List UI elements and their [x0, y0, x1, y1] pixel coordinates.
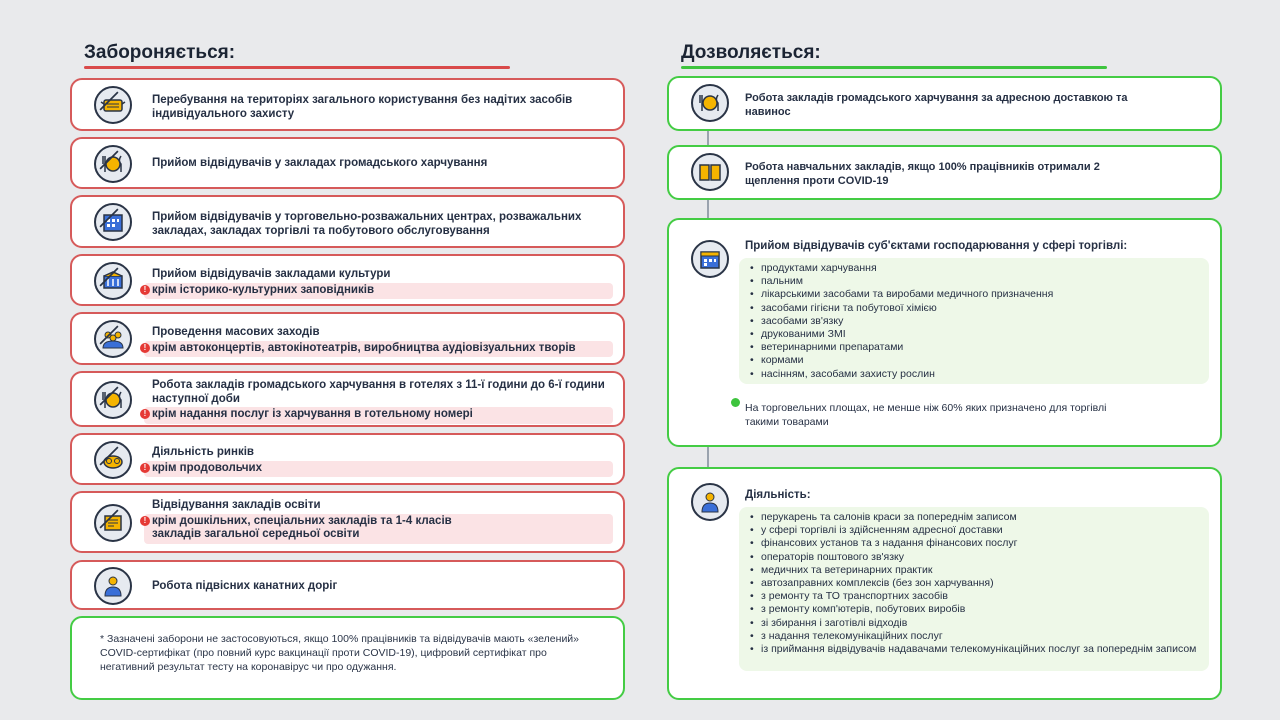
forbidden-item-text: Робота закладів громадського харчування в готелях з 11-ї години до 6-ї години наступної доби	[152, 379, 605, 405]
forbidden-item-text: Проведення масових заходів	[152, 326, 320, 338]
worker-icon	[691, 483, 729, 521]
forbidden-item	[70, 254, 625, 306]
exception-note: ! крім продовольчих	[144, 461, 613, 478]
list-item: • з надання телекомунікаційних послуг	[749, 630, 1199, 643]
list-item: • ветеринарними препаратами	[749, 341, 1199, 354]
forbidden-item	[70, 312, 625, 365]
exception-note: ! крім історико-культурних заповідників	[144, 283, 613, 300]
trade-heading: Прийом відвідувачів суб'єктами господарювання у сфері торгівлі:	[745, 240, 1128, 252]
activity-list	[749, 511, 1199, 656]
ppe-icon	[94, 86, 132, 124]
forbidden-item	[70, 491, 625, 553]
forbidden-item-text: Перебування на територіях загального користування без надітих засобів індивідуального захисту	[152, 94, 573, 120]
forbidden-item-text: Прийом відвідувачів у торговельно-розважальних центрах, розважальних закладах, закладах торгівлі та побутового обслуговування	[152, 211, 582, 237]
list-item: • автозаправних комплексів (без зон харчування)	[749, 577, 1199, 590]
activity-list-box	[739, 507, 1209, 671]
market-icon	[94, 441, 132, 479]
connector-line	[707, 199, 709, 219]
school-icon	[94, 504, 132, 542]
trade-note: На торговельних площах, не менше ніж 60% яких призначено для торгівлі такими товарами	[745, 402, 1107, 428]
crowd-icon	[94, 320, 132, 358]
forbidden-item-body	[152, 446, 613, 477]
exception-note-line: закладів загальної середньої освіти	[152, 528, 360, 540]
list-item: • перукарень та салонів краси за попереднім записом	[749, 511, 1199, 524]
forbidden-item	[70, 195, 625, 248]
list-item: • друкованими ЗМІ	[749, 328, 1199, 341]
forbidden-item	[70, 137, 625, 189]
forbidden-item-text: Прийом відвідувачів у закладах громадського харчування	[152, 157, 488, 169]
cable-car-icon	[94, 567, 132, 605]
list-item: • медичних та ветеринарних практик	[749, 564, 1199, 577]
list-item: • пальним	[749, 275, 1199, 288]
exception-note	[144, 514, 613, 544]
list-item: • фінансових установ та з надання фінансових послуг	[749, 537, 1199, 550]
forbidden-item-text: Діяльність ринків	[152, 446, 254, 458]
book-icon	[691, 153, 729, 191]
allowed-item-text: Робота закладів громадського харчування за адресною доставкою та навинос	[745, 92, 1128, 118]
exception-note: ! крім надання послуг із харчування в готельному номері	[144, 407, 613, 424]
list-item: • з ремонту та ТО транспортних засобів	[749, 590, 1199, 603]
theater-icon	[94, 262, 132, 300]
trade-card	[667, 218, 1222, 447]
list-item: • лікарськими засобами та виробами медичного призначення	[749, 288, 1199, 301]
forbidden-item-text: Відвідування закладів освіти	[152, 499, 321, 511]
forbidden-item	[70, 371, 625, 427]
forbidden-item-body	[152, 326, 613, 357]
list-item: • зі збирання і заготівлі відходів	[749, 617, 1199, 630]
store-icon	[691, 240, 729, 278]
list-item: • кормами	[749, 354, 1199, 367]
forbidden-item	[70, 433, 625, 485]
hotel-dining-icon	[94, 381, 132, 419]
activity-heading: Діяльність:	[745, 489, 811, 501]
list-item: • засобами гігієни та побутової хімією	[749, 302, 1199, 315]
forbidden-item-body	[152, 379, 613, 424]
list-item: • у сфері торгівлі із здійсненням адресної доставки	[749, 524, 1199, 537]
forbidden-item-text: Робота підвісних канатних доріг	[152, 580, 338, 592]
info-dot-icon	[731, 398, 740, 407]
exception-note: ! крім автоконцертів, автокінотеатрів, виробництва аудіовізуальних творів	[144, 341, 613, 358]
forbidden-item-body	[152, 268, 613, 299]
allowed-item	[667, 145, 1222, 200]
restaurant-icon	[94, 145, 132, 183]
connector-line	[707, 446, 709, 468]
allowed-title: Дозволяється:	[681, 42, 821, 63]
list-item: • засобами зв'язку	[749, 315, 1199, 328]
list-item: • із приймання відвідувачів надавачами телекомунікаційних послуг за попереднім записом	[749, 643, 1199, 656]
forbidden-title: Забороняється:	[84, 42, 236, 63]
list-item: • насінням, засобами захисту рослин	[749, 368, 1199, 381]
exemption-note-text: * Зазначені заборони не застосовуються, якщо 100% працівників та відвідувачів мають «зелений» COVID-сертифікат (про повний курс вакцинації проти COVID-19), цифровий сертифікат про негативний результат тесту на коронавірус чи про одужання.	[100, 633, 580, 673]
mall-icon	[94, 203, 132, 241]
forbidden-item-body	[152, 499, 613, 544]
list-item: • операторів поштового зв'язку	[749, 551, 1199, 564]
trade-list	[749, 262, 1199, 381]
forbidden-title-underline	[84, 66, 510, 69]
list-item: • продуктами харчування	[749, 262, 1199, 275]
trade-list-box	[739, 258, 1209, 384]
exception-note-line: крім дошкільних, спеціальних закладів та 1-4 класів	[152, 514, 452, 527]
forbidden-item-text: Прийом відвідувачів закладами культури	[152, 268, 391, 280]
allowed-item-text: Робота навчальних закладів, якщо 100% працівників отримали 2 щеплення проти COVID-19	[745, 161, 1100, 187]
connector-line	[707, 130, 709, 146]
allowed-title-underline	[681, 66, 1107, 69]
activity-card	[667, 467, 1222, 700]
forbidden-item	[70, 78, 625, 131]
exemption-note-card	[70, 616, 625, 700]
restaurant-icon	[691, 84, 729, 122]
allowed-item	[667, 76, 1222, 131]
list-item: • з ремонту комп'ютерів, побутових виробів	[749, 603, 1199, 616]
forbidden-item	[70, 560, 625, 610]
